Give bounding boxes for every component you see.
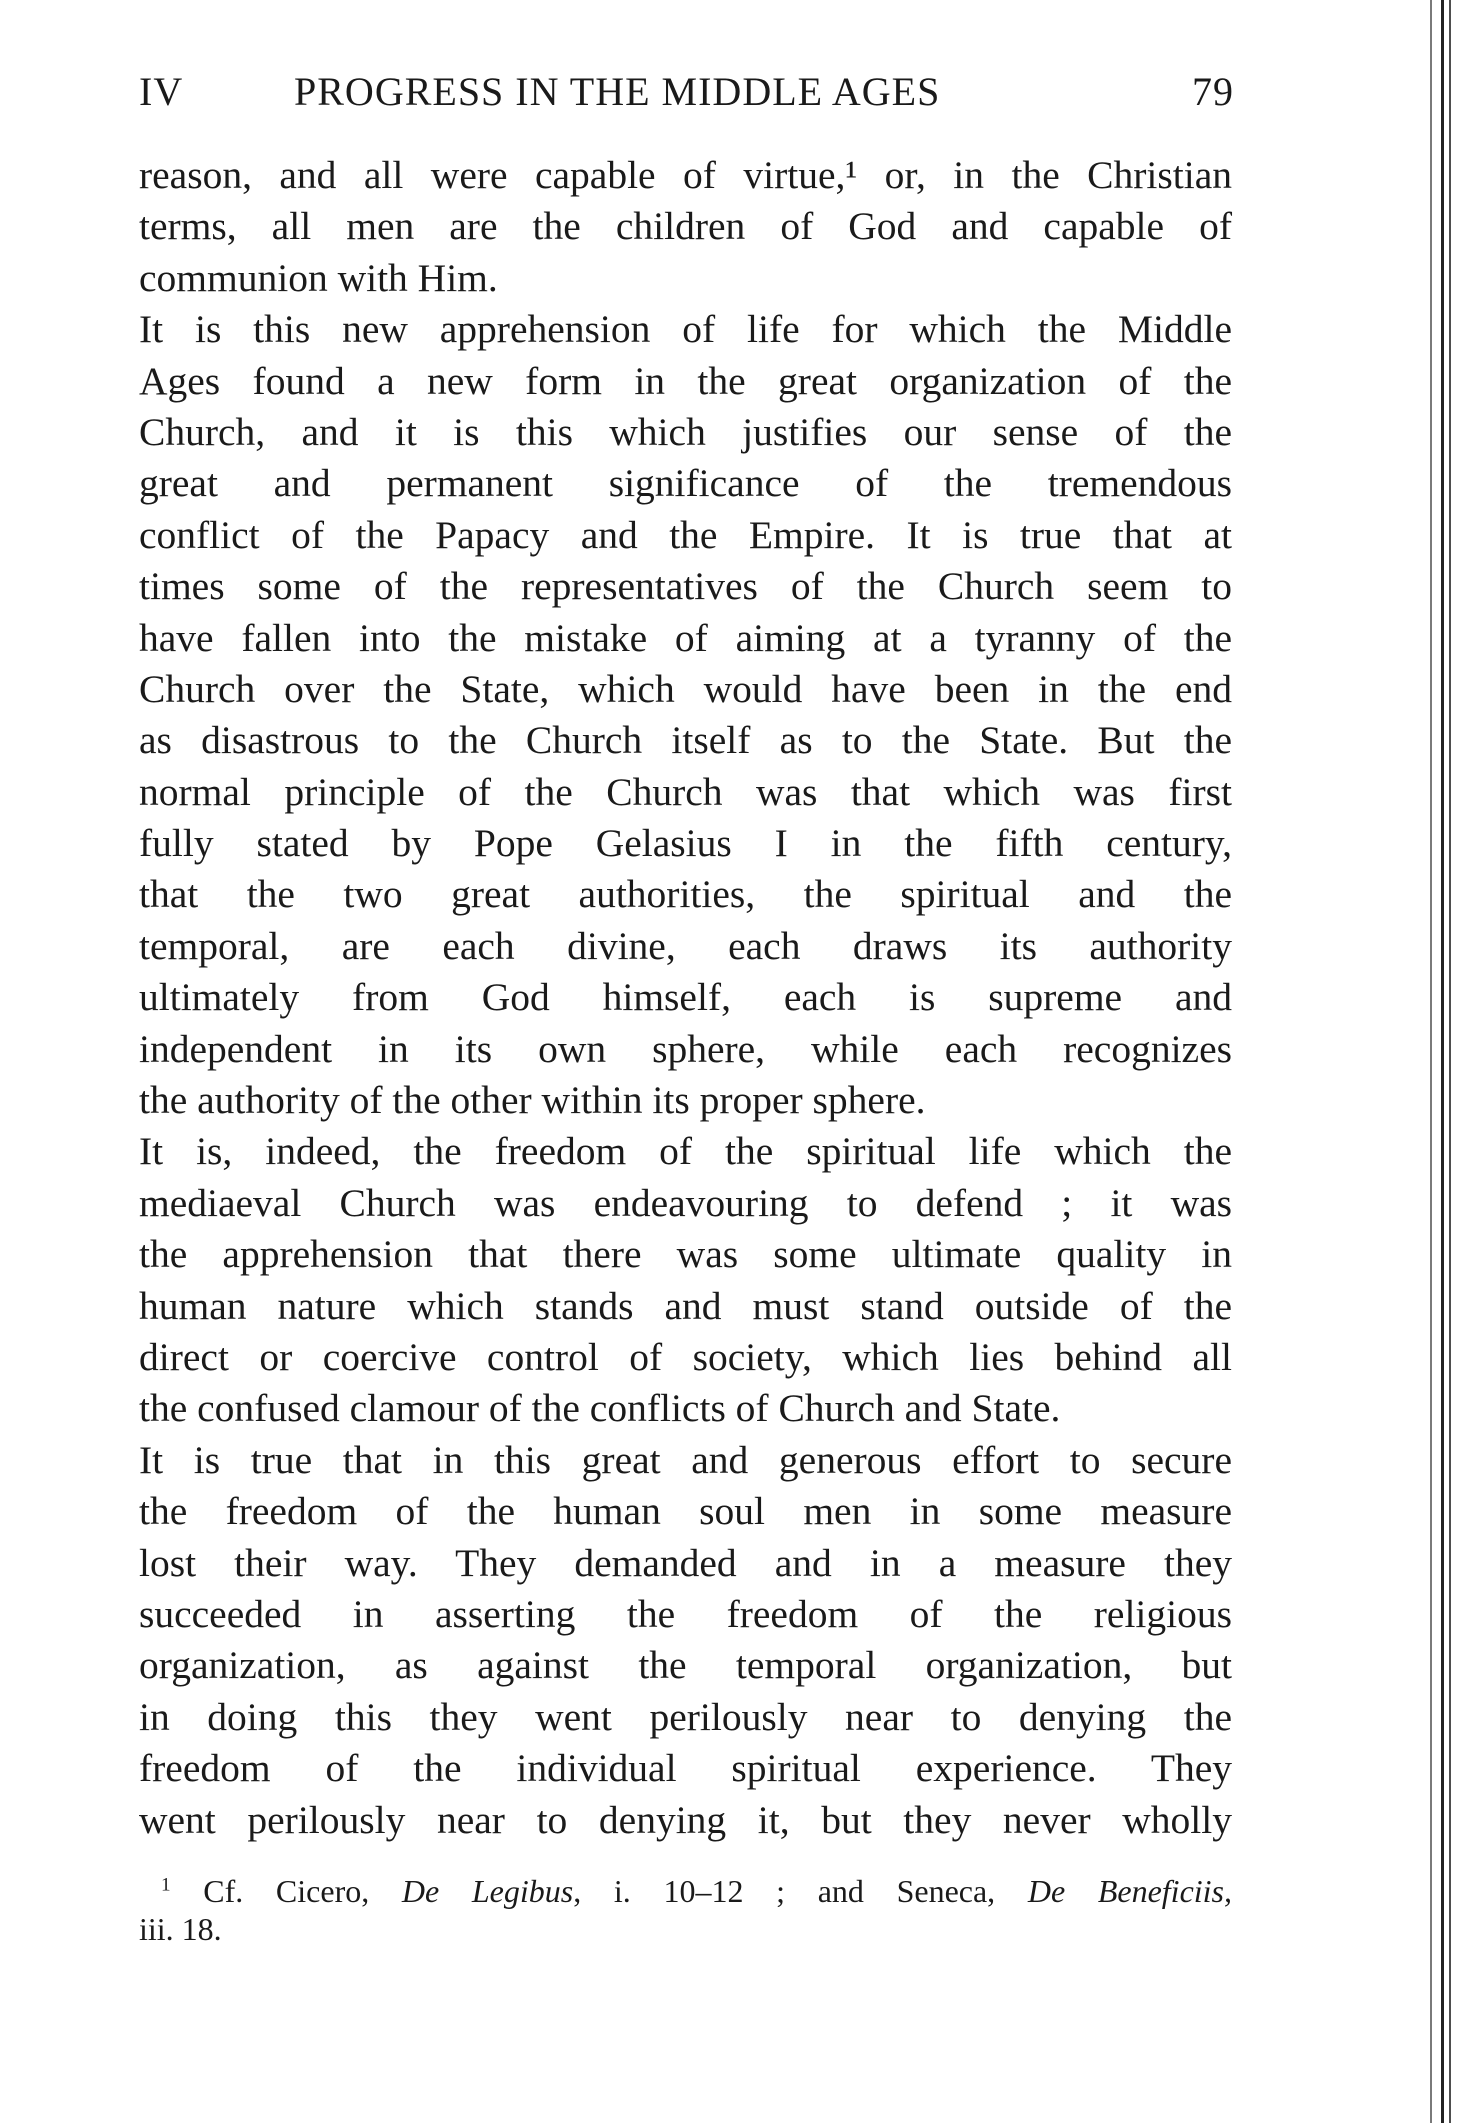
binding-edge-line [1430,0,1432,2123]
chapter-number: IV [139,69,184,114]
text-line: the authority of the other within its proper sphere. [139,1078,926,1123]
text-line: Ages found a new form in the great organization of the [139,358,1232,403]
text-line: freedom of the individual spiritual experience. They [139,1746,1232,1791]
text-line: normal principle of the Church was that which was first [139,769,1232,814]
paragraph [139,1126,1232,1434]
paragraph [139,1435,1232,1846]
text-line: mediaeval Church was endeavouring to defend ; it was [139,1180,1232,1225]
text-line: the freedom of the human soul men in some measure [139,1489,1232,1534]
text-line: human nature which stands and must stand outside of the [139,1283,1232,1328]
text-line: reason, and all were capable of virtue,¹ or, in the Christian [139,153,1232,197]
text-line: conflict of the Papacy and the Empire. It is true that at [139,512,1232,557]
text-line: that the two great authorities, the spiritual and the [139,872,1232,917]
running-header [139,68,1234,118]
text-line: It is, indeed, the freedom of the spiritual life which the [139,1129,1232,1174]
binding-edge-line [1449,0,1451,2123]
text-line: great and permanent significance of the tremendous [139,461,1232,506]
text-line: independent in its own sphere, while each recognizes [139,1026,1232,1071]
text-line: lost their way. They demanded and in a measure they [139,1540,1232,1585]
text-line: terms, all men are the children of God and capable of [139,204,1232,249]
text-line: fully stated by Pope Gelasius I in the fifth century, [139,821,1232,866]
footnote [139,1872,1232,1948]
footnote-text: , i. 10–12 ; and Seneca, [573,1873,1028,1909]
text-line: temporal, are each divine, each draws its authority [139,923,1232,968]
text-line: the apprehension that there was some ultimate quality in [139,1232,1232,1277]
footnote-line: iii. 18. [139,1911,222,1947]
paragraph [139,304,1232,1126]
text-line: as disastrous to the Church itself as to the State. But the [139,718,1232,763]
body-text [139,150,1232,1846]
footnote-line [139,1872,1232,1910]
footnote-text: Cf. Cicero, [203,1873,402,1909]
text-line: went perilously near to denying it, but they never wholly [139,1797,1232,1842]
text-line: Church, and it is this which justifies our sense of the [139,409,1232,454]
text-line: ultimately from God himself, each is supreme and [139,975,1232,1020]
text-line: It is true that in this great and generous effort to secure [139,1437,1232,1482]
footnote-marker: 1 [161,1874,171,1896]
running-title: PROGRESS IN THE MIDDLE AGES [294,69,941,114]
text-line: the confused clamour of the conflicts of Church and State. [139,1386,1061,1431]
text-line: in doing this they went perilously near to denying the [139,1694,1232,1739]
page-number: 79 [1192,69,1234,114]
text-line: It is this new apprehension of life for which the Middle [139,307,1232,352]
text-line: succeeded in asserting the freedom of the religious [139,1591,1232,1636]
text-line: organization, as against the temporal organization, but [139,1643,1232,1688]
text-line: have fallen into the mistake of aiming at a tyranny of the [139,615,1232,660]
paragraph [139,150,1232,304]
text-line: communion with Him. [139,255,498,300]
binding-edge-line [1441,0,1444,2123]
text-line: times some of the representatives of the Church seem to [139,564,1232,609]
text-line: direct or coercive control of society, which lies behind all [139,1334,1232,1379]
text-line: Church over the State, which would have been in the end [139,666,1232,711]
footnote-title: De Beneficiis, [1027,1873,1233,1909]
footnote-title: De Legibus [401,1873,574,1909]
